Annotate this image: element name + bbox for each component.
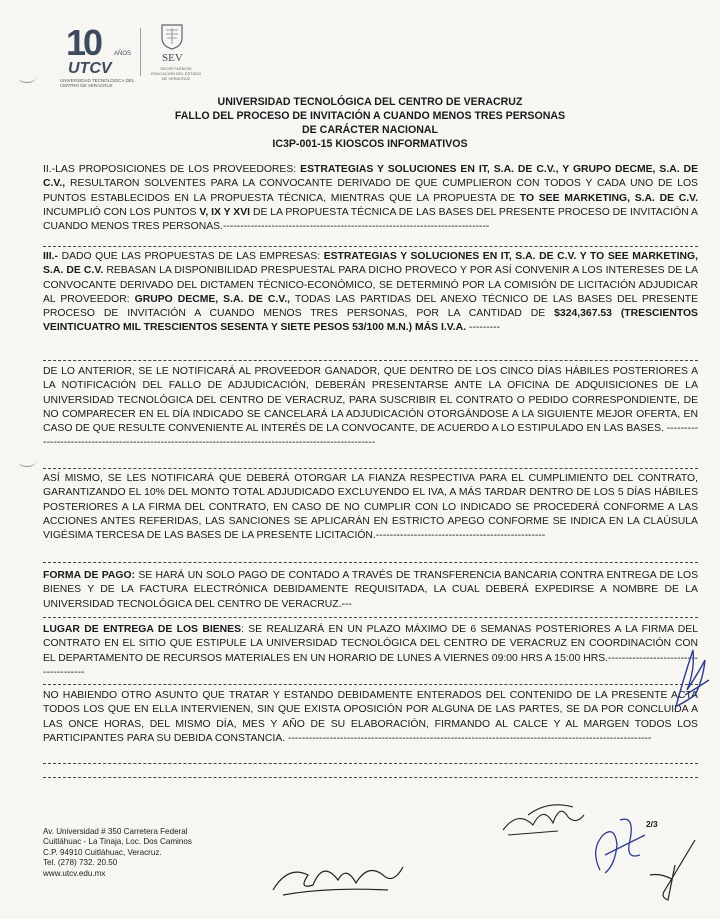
signature-1-icon (498, 795, 588, 840)
footer-line: C.P. 94910 Cuitláhuac, Veracruz. (43, 847, 162, 857)
p2-text: DE LA PROPUESTA TÉCNICA DE LAS BASES DEL PRESENTE PROCESO DE INVITACIÓN A CUANDO MENOS TRES PERSONAS.----------------------------------------------------------------------------- (43, 206, 698, 233)
p3-bold: $324,367.53 (TRESCIENTOS VEINTICUATRO MIL TRESCIENTOS SESENTA Y SIETE PESOS 53/100 M.N.) MÁS I.V.A. (43, 308, 698, 334)
paragraph-forma-de-pago (43, 569, 698, 612)
margin-mark (18, 72, 36, 83)
paragraph-fianza: ASÍ MISMO, SE LES NOTIFICARÁ QUE DEBERÁ OTORGAR LA FIANZA RESPECTIVA PARA EL CUMPLIMIENTO DEL CONTRATO, GARANTIZANDO EL 10% DEL MONTO TOTAL ADJUDICADO EXCLUYENDO EL IVA, A MÁS TARDAR DENTRO DE LOS 5 DÍAS HÁBILES POSTERIORES A LA FIRMA DEL CONTRATO, EN CASO DE NO CUMPLIR CON LO INDICADO SE PROCEDERÁ CONFORME A LAS ACCIONES ANTES REFERIDAS, LAS SANCIONES SE APLICARÁN EN ESTRICTO APEGO CONFORME SE INDICA EN LA CLAÚSULA VIGÉSIMA TERCESA DE LAS BASES DE LA PRESENTE LICITACIÓN.------------------------------------------------- (43, 473, 698, 542)
signature-4-icon (268, 845, 408, 900)
footer-line: Cuitláhuac - La Tinaja, Loc. Dos Caminos (43, 837, 192, 847)
logo-divider (140, 28, 141, 76)
forma-de-pago-label: FORMA DE PAGO: (43, 570, 136, 581)
sev-seal-icon (160, 22, 184, 50)
p3-text: REBASAN LA DISPONIBILIDAD PRESPUESTAL PARA DICHO PROVECO Y POR ASÍ CONVENIR A LOS INTERESES DE LA CONVOCANTE DERIVADO DEL DICTAMEN TÉCNICO-ECONÓMICO, SE DETERMINÓ POR LA COMISIÓN DE LICITACIÓN ADJUDICAR AL PROVEEDOR: (43, 265, 698, 305)
logo-ten-years: 10 (66, 22, 101, 63)
sev-logo (150, 22, 201, 81)
paragraph-lugar-de-entrega (43, 623, 698, 680)
logo-utcv-text: UTCV (68, 60, 112, 77)
heading-code: IC3P-001-15 KIOSCOS INFORMATIVOS (272, 138, 468, 150)
p3-bold: ESTRATEGIAS Y SOLUCIONES EN IT, S.A. DE C.V. Y TO SEE MARKETING, S.A. DE C.V. (43, 251, 698, 277)
dashed-rule (43, 562, 698, 563)
logo-anos: AÑOS (114, 51, 132, 57)
p2-text: INCUMPLIÓ CON LOS PUNTOS (43, 206, 200, 218)
page-number: 2/3 (646, 819, 658, 829)
p3-text: TODAS LAS PARTIDAS DEL ANEXO TÉCNICO DE LAS BASES DEL PRESENTE PROCESO DE INVITACIÓN A CUANDO MENOS TRES PERSONAS, POR LA CANTIDAD DE (43, 293, 698, 320)
p2-bold: TO SEE MARKETING, S.A. DE C.V. (519, 192, 698, 204)
forma-de-pago-text: SE HARÁ UN SOLO PAGO DE CONTADO A TRAVÉS DE TRANSFERENCIA BANCARIA CONTRA ENTREGA DE LOS BIENES Y DE LA FACTURA ELECTRÓNICA DEBIDAMENTE REQUISITADA, LA CUAL DEBERÁ EXPEDIRSE A NOMBRE DE LA UNIVERSIDAD TECNOLÓGICA DEL CENTRO DE VERACRUZ.--- (43, 570, 698, 610)
footer-website: www.utcv.edu.mx (43, 868, 106, 878)
lugar-de-entrega-text: : SE REALIZARÁ EN UN PLAZO MÁXIMO DE 6 SEMANAS POSTERIORES A LA FIRMA DEL CONTRATO EN EL SITIO QUE ESTIPULE LA UNIVERSIDAD TECNOLÓGICA DEL CENTRO DE VERACRUZ EN COORDINACIÓN CON EL DEPARTAMENTO DE RECURSOS MATERIALES EN UN HORARIO DE LUNES A VIERNES 09:00 HRS A 15:00 HRS.-------------------------------------- (43, 624, 698, 678)
p2-text: RESULTARON SOLVENTES PARA LA CONVOCANTE DERIVADO DE QUE CUMPLIERON CON TODOS Y CADA UNO DE LOS PUNTOS ESTABLECIDOS EN LA PROPUESTA TÉCNICA, MIENTRAS QUE LA PROPUESTA DE (43, 178, 698, 204)
p2-bold: ESTRATEGIAS Y SOLUCIONES EN IT, S.A. DE C.V., Y GRUPO DECME, S.A. DE C.V., (43, 164, 698, 190)
paragraph-ii (43, 163, 698, 234)
logo-sev-text: SEV (162, 52, 183, 64)
logo-utcv-subtitle: UNIVERSIDAD TECNOLÓGICA DEL CENTRO DE VERACRUZ (60, 78, 135, 88)
footer-address (43, 827, 192, 879)
margin-mark (18, 456, 36, 467)
dashed-rule (43, 617, 698, 618)
signature-3-icon (640, 835, 700, 905)
heading-university: UNIVERSIDAD TECNOLÓGICA DEL CENTRO DE VERACRUZ (217, 96, 523, 108)
footer-line: Av. Universidad # 350 Carretera Federal (43, 827, 188, 836)
margin-signature-icon (665, 640, 715, 715)
p2-text: II.-LAS PROPOSICIONES DE LOS PROVEEDORES: (43, 164, 301, 175)
dashed-rule (43, 246, 698, 247)
p3-bold: GRUPO DECME, S.A. DE C.V., (134, 293, 290, 305)
dashed-rule (43, 777, 698, 778)
p3-bold: III.- (43, 251, 59, 262)
lugar-de-entrega-label: LUGAR DE ENTREGA DE LOS BIENES (43, 624, 242, 635)
p3-text: DADO QUE LAS PROPUESTAS DE LAS EMPRESAS: (58, 251, 324, 262)
p2-bold: V, IX Y XVI (199, 206, 251, 218)
heading-fallo: FALLO DEL PROCESO DE INVITACIÓN A CUANDO MENOS TRES PERSONAS (174, 110, 566, 122)
paragraph-iii (43, 250, 698, 336)
logo-sev-subtitle: SECRETARÍA DE EDUCACIÓN DEL ESTADO DE VERACRUZ (150, 66, 201, 81)
footer-line: Tel. (278) 732. 20.50 (43, 858, 118, 868)
dashed-rule (43, 360, 698, 361)
dashed-rule (43, 684, 698, 685)
dashed-rule (43, 468, 698, 469)
utcv-logo (60, 22, 135, 88)
p3-text: --------- (466, 322, 501, 334)
paragraph-notificacion: DE LO ANTERIOR, SE LE NOTIFICARÁ AL PROVEEDOR GANADOR, QUE DENTRO DE LOS CINCO DÍAS HÁBILES POSTERIORES A LA NOTIFICACIÓN DEL FALLO DE ADJUDICACIÓN, DEBERÁN PRESENTARSE ANTE LA OFICINA DE ADQUISICIONES DE LA UNIVERSIDAD TECNOLÓGICA DEL CENTRO DE VERACRUZ, PARA SUSCRIBIR EL CONTRATO O PEDIDO CORRESPONDIENTE, DE NO COMPARECER EN EL DÍA INDICADO SE CANCELARÁ LA ADJUDICACIÓN OTORGÁNDOSE A LA SIGUIENTE MEJOR OFERTA, EN CASO DE QUE RESULTE CONVENIENTE AL INTERÉS DE LA CONVOCANTE, DE ACUERDO A LO ESTIPULADO EN LAS BASES. --------------------------------------------------------------------------------------------------------- (43, 366, 698, 449)
heading-caracter: DE CARÁCTER NACIONAL (302, 124, 438, 136)
paragraph-cierre: NO HABIENDO OTRO ASUNTO QUE TRATAR Y ESTANDO DEBIDAMENTE ENTERADOS DEL CONTENIDO DE LA PRESENTE ACTA TODOS LOS QUE EN ELLA INTERVIENEN, SIN QUE EXISTA OPOSICIÓN POR ALGUNA DE LAS PARTES, SE DA POR CONCLUIDA A LAS ONCE HORAS, DEL MISMO DÍA, MES Y AÑO DE SU ELABORACIÓN, FIRMANDO AL CALCE Y AL MARGEN TODOS LOS PARTICIPANTES PARA SU DEBIDA CONSTANCIA. --------------------------------------------------------------------------------------------------------- (43, 690, 698, 744)
dashed-rule (43, 763, 698, 764)
